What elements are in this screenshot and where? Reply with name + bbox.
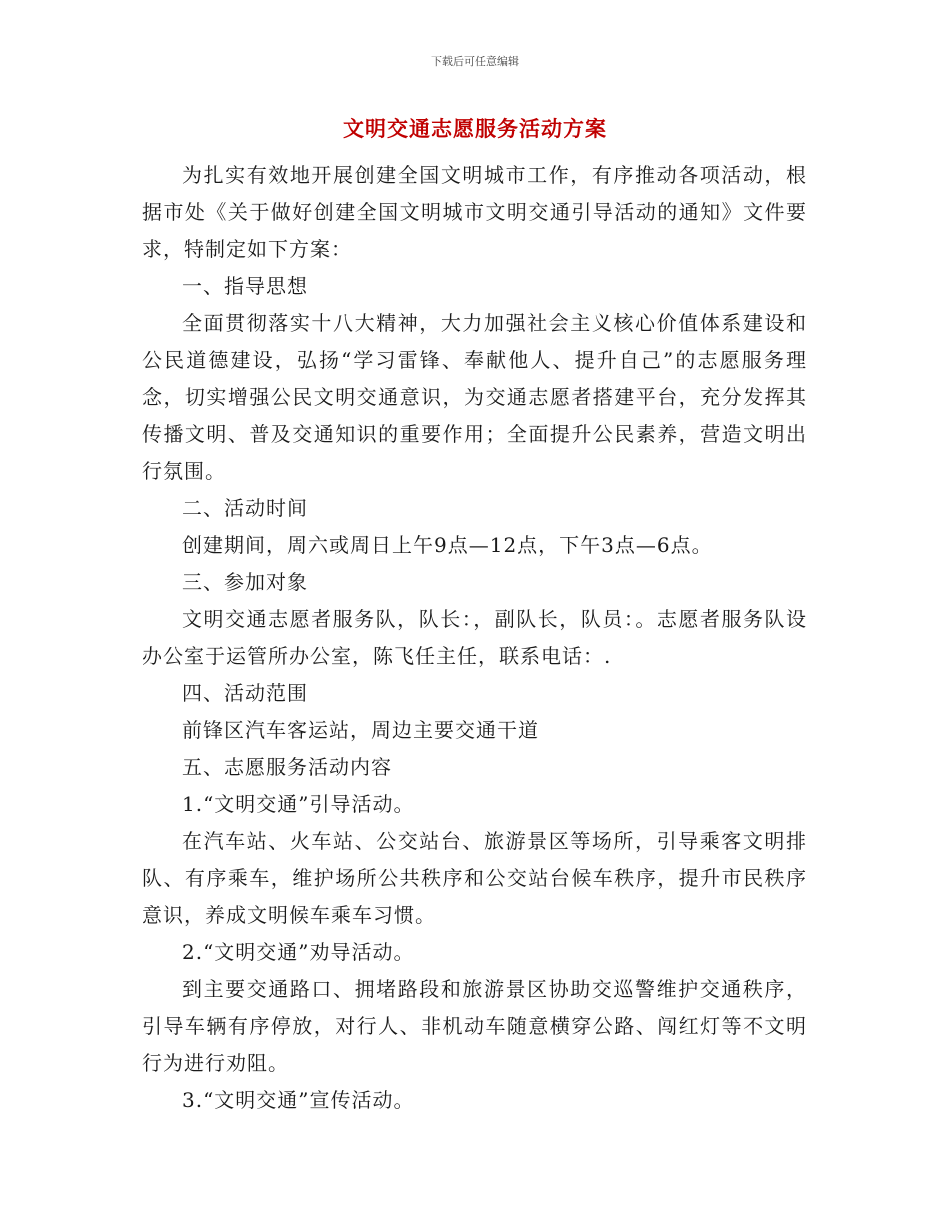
item-3-heading: 3.“文明交通”宣传活动。 (182, 1088, 415, 1112)
document-title: 文明交通志愿服务活动方案 (343, 117, 607, 141)
item-2-paragraph: 到主要交通路口、拥堵路段和旅游景区协助交巡警维护交通秩序，引导车辆有序停放，对行人、非机动车随意横穿公路、闯红灯等不文明行为进行劝阻。 (142, 977, 807, 1075)
section-heading-activity-time: 二、活动时间 (182, 496, 308, 520)
participants-paragraph: 文明交通志愿者服务队，队长：，副队长，队员：。志愿者服务队设办公室于运管所办公室，陈飞任主任，联系电话：. (142, 607, 807, 668)
item-1-heading: 1.“文明交通”引导活动。 (182, 792, 415, 816)
activity-scope-paragraph: 前锋区汽车客运站，周边主要交通干道 (182, 718, 539, 742)
intro-paragraph: 为扎实有效地开展创建全国文明城市工作，有序推动各项活动，根据市处《关于做好创建全国文明城市文明交通引导活动的通知》文件要求，特制定如下方案： (142, 163, 807, 261)
document-body (142, 157, 807, 1119)
activity-time-paragraph: 创建期间，周六或周日上午9点—12点，下午3点—6点。 (182, 533, 713, 557)
section-heading-participants: 三、参加对象 (182, 570, 308, 594)
item-1-paragraph: 在汽车站、火车站、公交站台、旅游景区等场所，引导乘客文明排队、有序乘车，维护场所公共秩序和公交站台候车秩序，提升市民秩序意识，养成文明候车乘车习惯。 (142, 829, 807, 927)
guiding-ideology-paragraph: 全面贯彻落实十八大精神，大力加强社会主义核心价值体系建设和公民道德建设，弘扬“学习雷锋、奉献他人、提升自己”的志愿服务理念，切实增强公民文明交通意识，为交通志愿者搭建平台，充分发挥其传播文明、普及交通知识的重要作用；全面提升公民素养，营造文明出行氛围。 (142, 311, 807, 483)
page-header-note: 下载后可任意编辑 (431, 55, 519, 68)
section-heading-activity-scope: 四、活动范围 (182, 681, 308, 705)
section-heading-guiding-ideology: 一、指导思想 (182, 274, 308, 298)
section-heading-service-content: 五、志愿服务活动内容 (182, 755, 392, 779)
item-2-heading: 2.“文明交通”劝导活动。 (182, 940, 415, 964)
